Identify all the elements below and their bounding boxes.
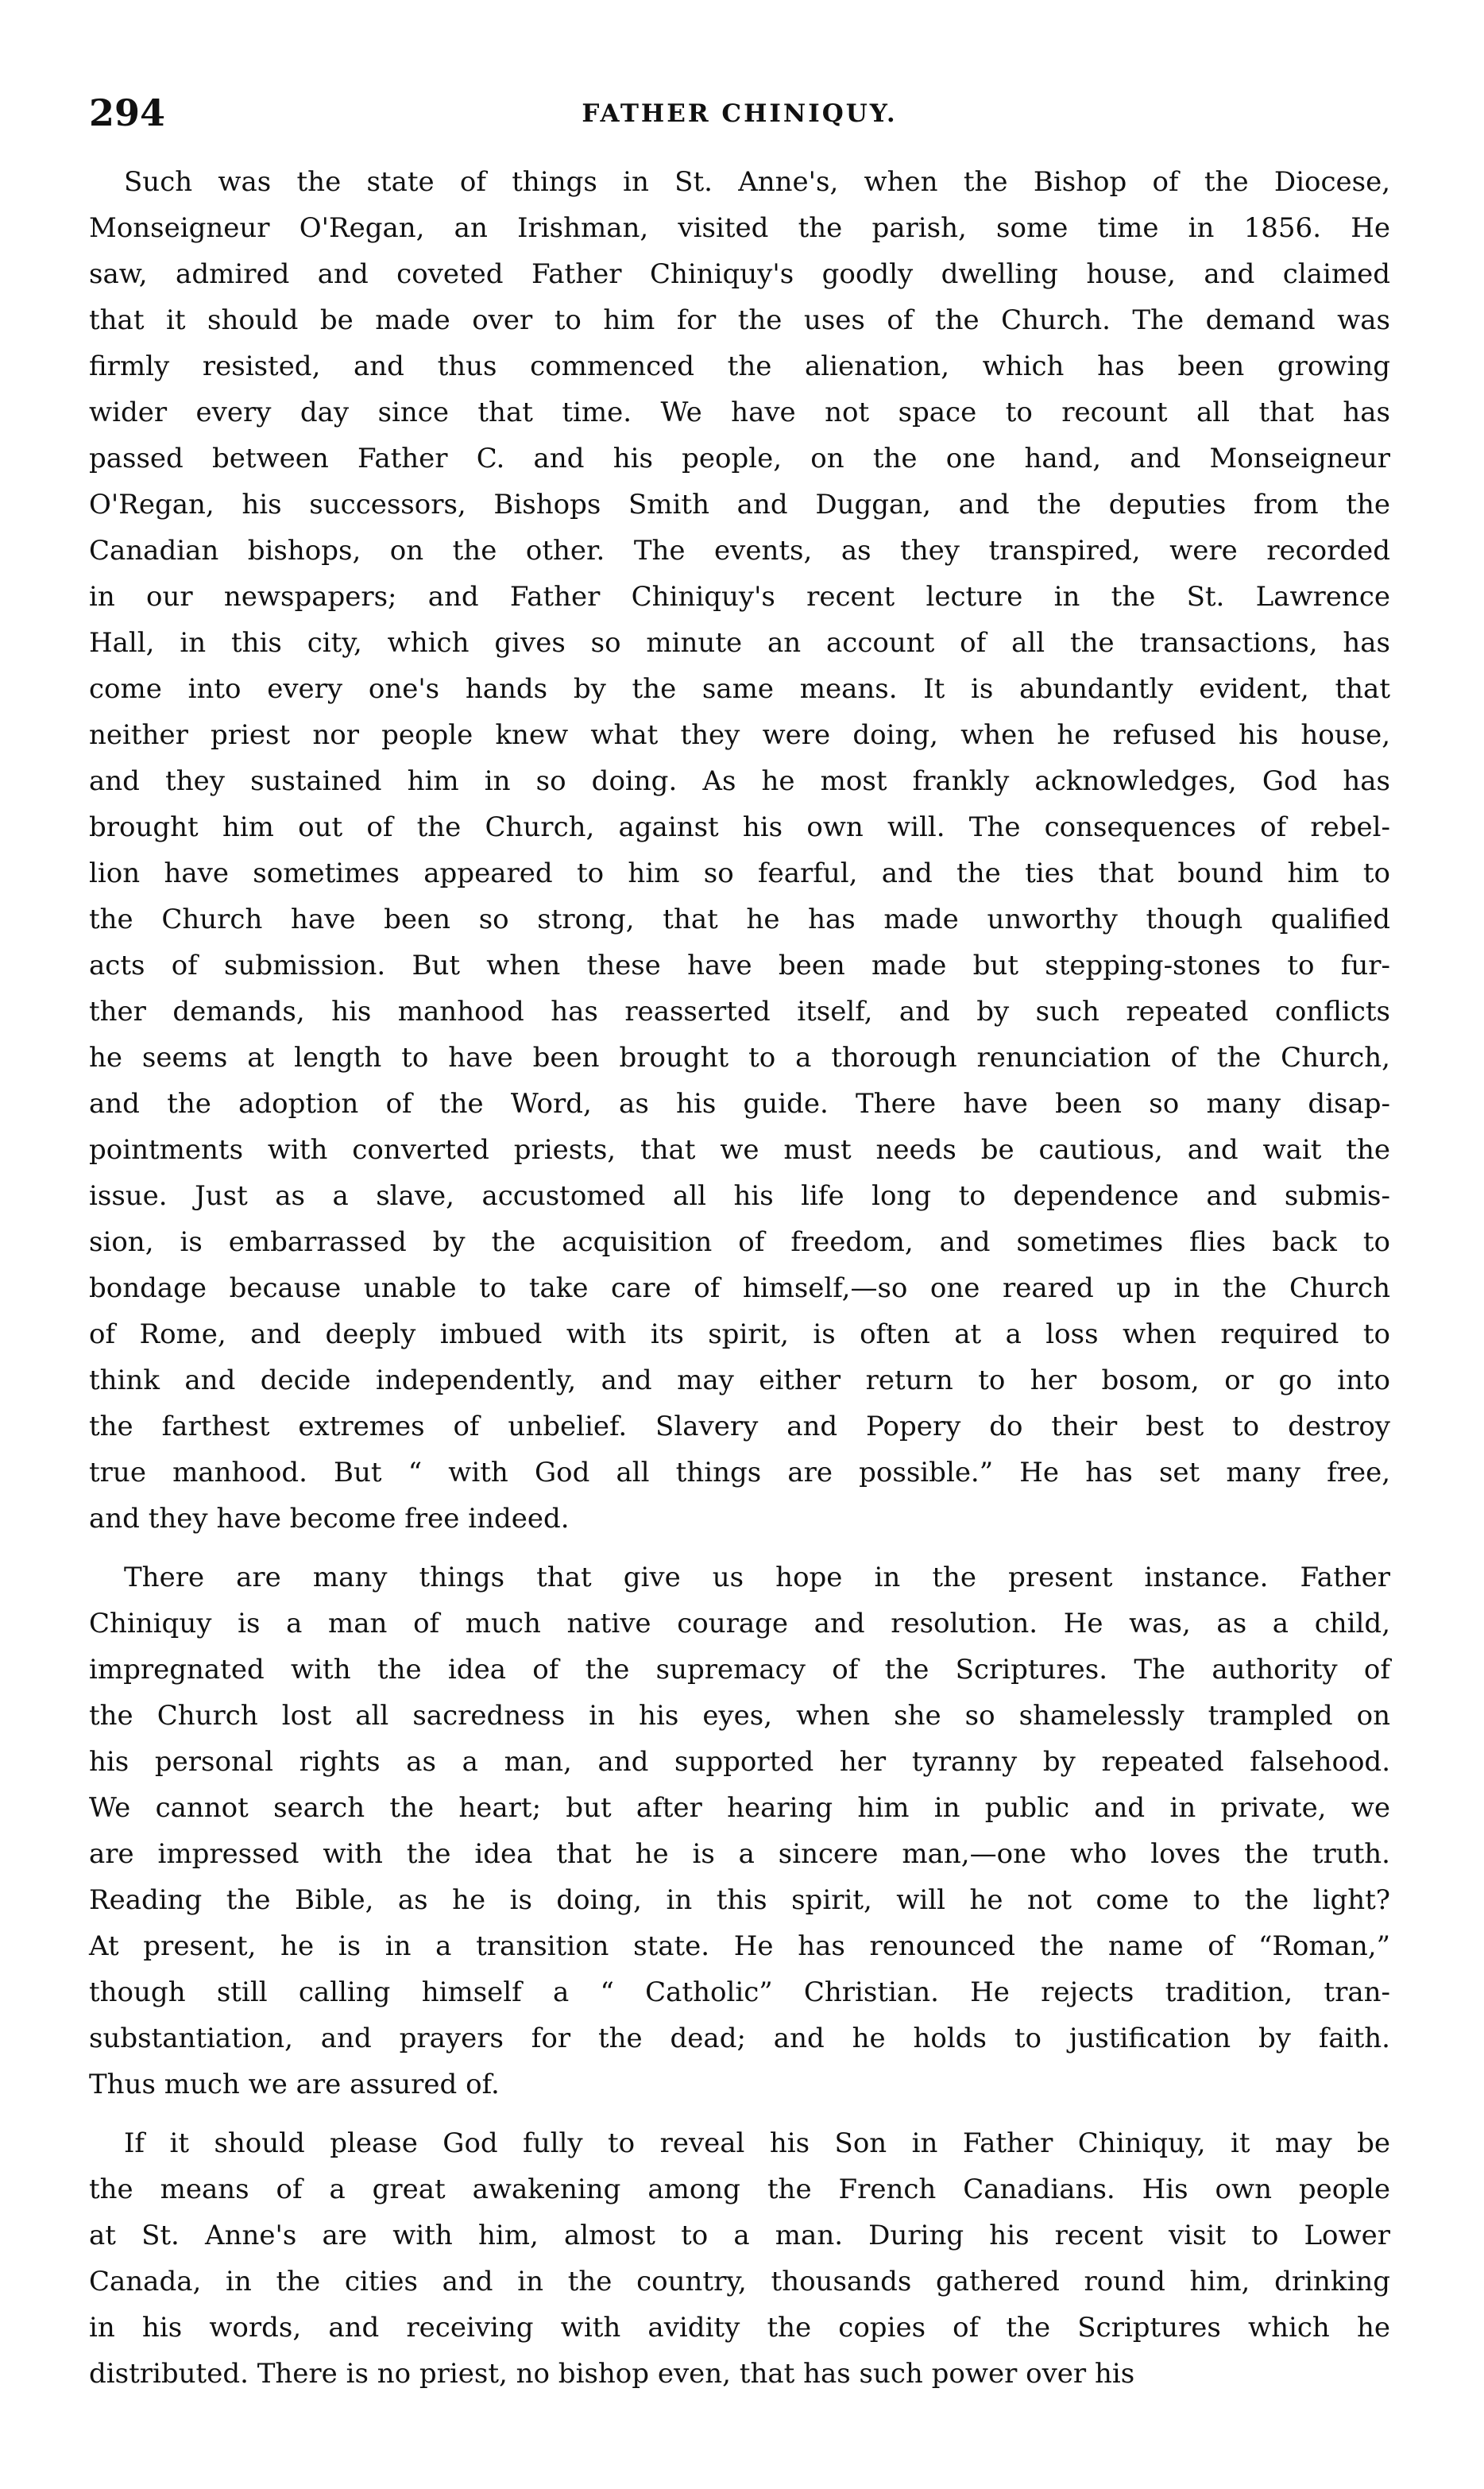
text-line: distributed. There is no priest, no bishop even, that has such power over his [89, 2358, 1135, 2390]
text-line: and the adoption of the Word, as his guide. There have been so many disap- [89, 1088, 1390, 1120]
text-line: firmly resisted, and thus commenced the alienation, which has been growing [89, 350, 1390, 382]
text-line: think and decide independently, and may either return to her bosom, or go into [89, 1364, 1390, 1396]
text-line: issue. Just as a slave, accustomed all his life long to dependence and submis- [89, 1180, 1390, 1212]
text-line: true manhood. But “ with God all things are possible.” He has set many free, [89, 1457, 1390, 1488]
text-line: saw, admired and coveted Father Chiniquy's goodly dwelling house, and claimed [89, 258, 1390, 290]
text-line: substantiation, and prayers for the dead; and he holds to justification by faith. [89, 2023, 1390, 2054]
text-line: Chiniquy is a man of much native courage and resolution. He was, as a child, [89, 1608, 1390, 1639]
text-line: Canada, in the cities and in the country, thousands gathered round him, drinking [89, 2266, 1390, 2297]
body-text [89, 159, 1390, 2397]
text-line: We cannot search the heart; but after hearing him in public and in private, we [89, 1792, 1390, 1824]
text-line: the Church have been so strong, that he has made unworthy though qualified [89, 904, 1390, 935]
text-line: and they sustained him in so doing. As he most frankly acknowledges, God has [89, 765, 1390, 797]
text-line: Such was the state of things in St. Anne's, when the Bishop of the Diocese, [124, 166, 1390, 198]
paragraph [89, 159, 1390, 1542]
text-line: If it should please God fully to reveal his Son in Father Chiniquy, it may be [124, 2127, 1390, 2159]
text-line: There are many things that give us hope in the present instance. Father [124, 1562, 1390, 1593]
text-line: sion, is embarrassed by the acquisition of freedom, and sometimes flies back to [89, 1226, 1390, 1258]
text-line: pointments with converted priests, that we must needs be cautious, and wait the [89, 1134, 1390, 1166]
text-line: though still calling himself a “ Catholic” Christian. He rejects tradition, tran- [89, 1976, 1390, 2008]
text-line: wider every day since that time. We have not space to recount all that has [89, 397, 1390, 428]
text-line: at St. Anne's are with him, almost to a man. During his recent visit to Lower [89, 2220, 1390, 2251]
text-line: bondage because unable to take care of himself,—so one reared up in the Church [89, 1272, 1390, 1304]
text-line: Reading the Bible, as he is doing, in this spirit, will he not come to the light? [89, 1884, 1390, 1916]
text-line: and they have become free indeed. [89, 1503, 570, 1535]
page-header [89, 89, 1390, 145]
text-line: in our newspapers; and Father Chiniquy's recent lecture in the St. Lawrence [89, 581, 1390, 613]
text-line: impregnated with the idea of the supremacy of the Scriptures. The authority of [89, 1654, 1390, 1686]
text-line: Thus much we are assured of. [89, 2069, 500, 2100]
text-line: Canadian bishops, on the other. The events, as they transpired, were recorded [89, 535, 1390, 567]
text-line: Hall, in this city, which gives so minute an account of all the transactions, has [89, 627, 1390, 659]
text-line: neither priest nor people knew what they were doing, when he refused his house, [89, 719, 1390, 751]
paragraph [89, 2120, 1390, 2397]
text-line: passed between Father C. and his people, on the one hand, and Monseigneur [89, 443, 1390, 474]
text-line: brought him out of the Church, against his own will. The consequences of rebel- [89, 811, 1390, 843]
page-number: 294 [89, 91, 166, 134]
text-line: acts of submission. But when these have been made but stepping-stones to fur- [89, 950, 1390, 981]
text-line: that it should be made over to him for the uses of the Church. The demand was [89, 304, 1390, 336]
text-line: lion have sometimes appeared to him so fearful, and the ties that bound him to [89, 857, 1390, 889]
text-line: the farthest extremes of unbelief. Slavery and Popery do their best to destroy [89, 1411, 1390, 1442]
paragraph [89, 1554, 1390, 2108]
text-line: come into every one's hands by the same means. It is abundantly evident, that [89, 673, 1390, 705]
running-title: FATHER CHINIQUY. [582, 99, 898, 128]
text-line: Monseigneur O'Regan, an Irishman, visited the parish, some time in 1856. He [89, 212, 1390, 244]
text-line: ther demands, his manhood has reasserted itself, and by such repeated conflicts [89, 996, 1390, 1028]
text-line: are impressed with the idea that he is a sincere man,—one who loves the truth. [89, 1838, 1390, 1870]
text-line: in his words, and receiving with avidity the copies of the Scriptures which he [89, 2312, 1390, 2344]
text-line: he seems at length to have been brought to a thorough renunciation of the Church, [89, 1042, 1390, 1074]
text-line: the means of a great awakening among the French Canadians. His own people [89, 2174, 1390, 2205]
text-line: the Church lost all sacredness in his eyes, when she so shamelessly trampled on [89, 1700, 1390, 1732]
text-line: O'Regan, his successors, Bishops Smith and Duggan, and the deputies from the [89, 489, 1390, 521]
text-line: At present, he is in a transition state. He has renounced the name of “Roman,” [89, 1930, 1390, 1962]
text-line: his personal rights as a man, and supported her tyranny by repeated falsehood. [89, 1746, 1390, 1778]
text-line: of Rome, and deeply imbued with its spirit, is often at a loss when required to [89, 1318, 1390, 1350]
